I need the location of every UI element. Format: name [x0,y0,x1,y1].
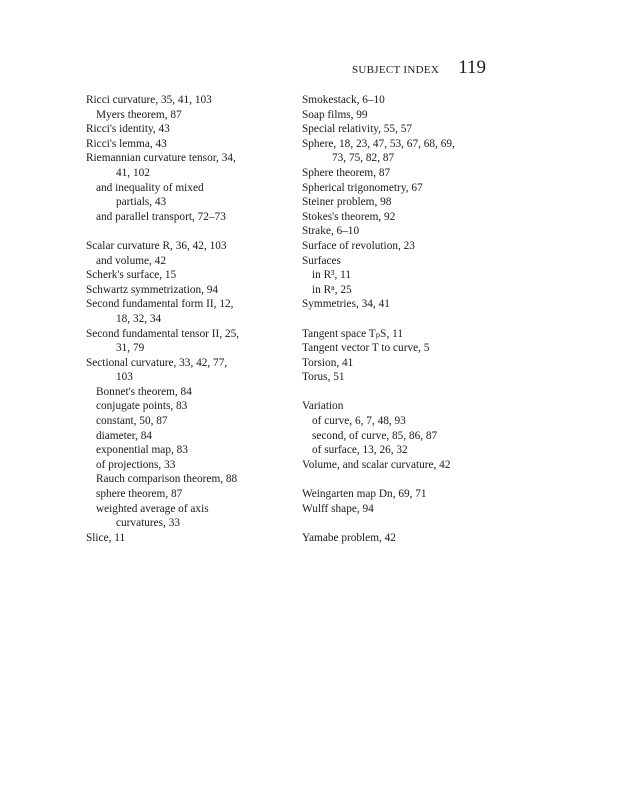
index-entry: Tangent vector T to curve, 5 [302,342,430,355]
index-gap [86,224,296,239]
index-subentry: Bonnet's theorem, 84 [96,385,192,398]
index-subentry: 31, 79 [116,342,145,355]
index-subentry: 18, 32, 34 [116,312,162,325]
index-entry: Torus, 51 [302,371,345,384]
index-entry: Riemannian curvature tensor, 34, [86,152,236,165]
index-entry: Soap films, 99 [302,108,368,121]
index-column-right [302,93,522,545]
index-subentry: diameter, 84 [96,429,153,442]
index-subentry: and inequality of mixed [96,181,204,194]
index-entry: Special relativity, 55, 57 [302,123,413,136]
index-entry: Sectional curvature, 33, 42, 77, [86,356,228,369]
index-subentry: sphere theorem, 87 [96,488,183,501]
index-entry: Wulff shape, 94 [302,502,374,515]
index-entry: Ricci curvature, 35, 41, 103 [86,94,212,106]
index-subentry: in Rⁿ, 25 [312,283,352,296]
index-subentry: constant, 50, 87 [96,415,168,428]
index-subentry: exponential map, 83 [96,444,188,457]
index-entry: Stokes's theorem, 92 [302,210,396,223]
index-entry: Smokestack, 6–10 [302,94,385,106]
index-entry: Symmetries, 34, 41 [302,298,390,311]
index-subentry: partials, 43 [116,196,167,209]
running-head: SUBJECT INDEX [352,64,440,76]
index-subentry: weighted average of axis [96,502,209,515]
index-entry: Volume, and scalar curvature, 42 [302,458,451,471]
index-gap [302,312,522,327]
index-entry: Second fundamental tensor II, 25, [86,327,240,340]
index-column-left [86,93,296,545]
index-entry: Steiner problem, 98 [302,196,392,209]
index-entry: Sphere, 18, 23, 47, 53, 67, 68, 69, [302,137,455,150]
index-entry: Strake, 6–10 [302,225,360,238]
index-subentry: 41, 102 [116,166,150,179]
index-entry: Ricci's lemma, 43 [86,137,167,150]
index-entry: Slice, 11 [86,531,126,544]
index-entry: Ricci's identity, 43 [86,123,170,136]
index-entry: Schwartz symmetrization, 94 [86,283,219,296]
index-entry: Spherical trigonometry, 67 [302,181,423,194]
index-subentry: Rauch comparison theorem, 88 [96,473,238,486]
index-entry: Second fundamental form II, 12, [86,298,234,311]
index-entry: Surface of revolution, 23 [302,239,415,252]
index-entry: Sphere theorem, 87 [302,166,391,179]
index-subentry: conjugate points, 83 [96,400,188,413]
index-subentry: 73, 75, 82, 87 [332,152,395,165]
index-entry: Scherk's surface, 15 [86,269,177,282]
index-entry: Tangent space TₚS, 11 [302,327,403,340]
index-entry: Surfaces [302,254,341,267]
index-entry: Weingarten map Dn, 69, 71 [302,488,427,501]
index-subentry: 103 [116,371,133,384]
index-subentry: and volume, 42 [96,254,166,267]
page-header [340,56,490,82]
index-subentry: of curve, 6, 7, 48, 93 [312,415,406,428]
index-subentry: and parallel transport, 72–73 [96,210,226,223]
index-subentry: second, of curve, 85, 86, 87 [312,429,438,442]
index-entry: Scalar curvature R, 36, 42, 103 [86,239,227,252]
index-subentry: of projections, 33 [96,458,176,471]
index-gap [302,385,522,400]
index-entry: Yamabe problem, 42 [302,531,396,544]
index-gap [302,516,522,531]
index-entry: Torsion, 41 [302,356,354,369]
page-number: 119 [458,57,486,78]
index-gap [302,472,522,487]
index-subentry: in R³, 11 [312,269,352,282]
index-entry: Variation [302,400,344,413]
index-subentry: Myers theorem, 87 [96,108,182,121]
index-subentry: of surface, 13, 26, 32 [312,444,408,457]
index-subentry: curvatures, 33 [116,517,180,530]
